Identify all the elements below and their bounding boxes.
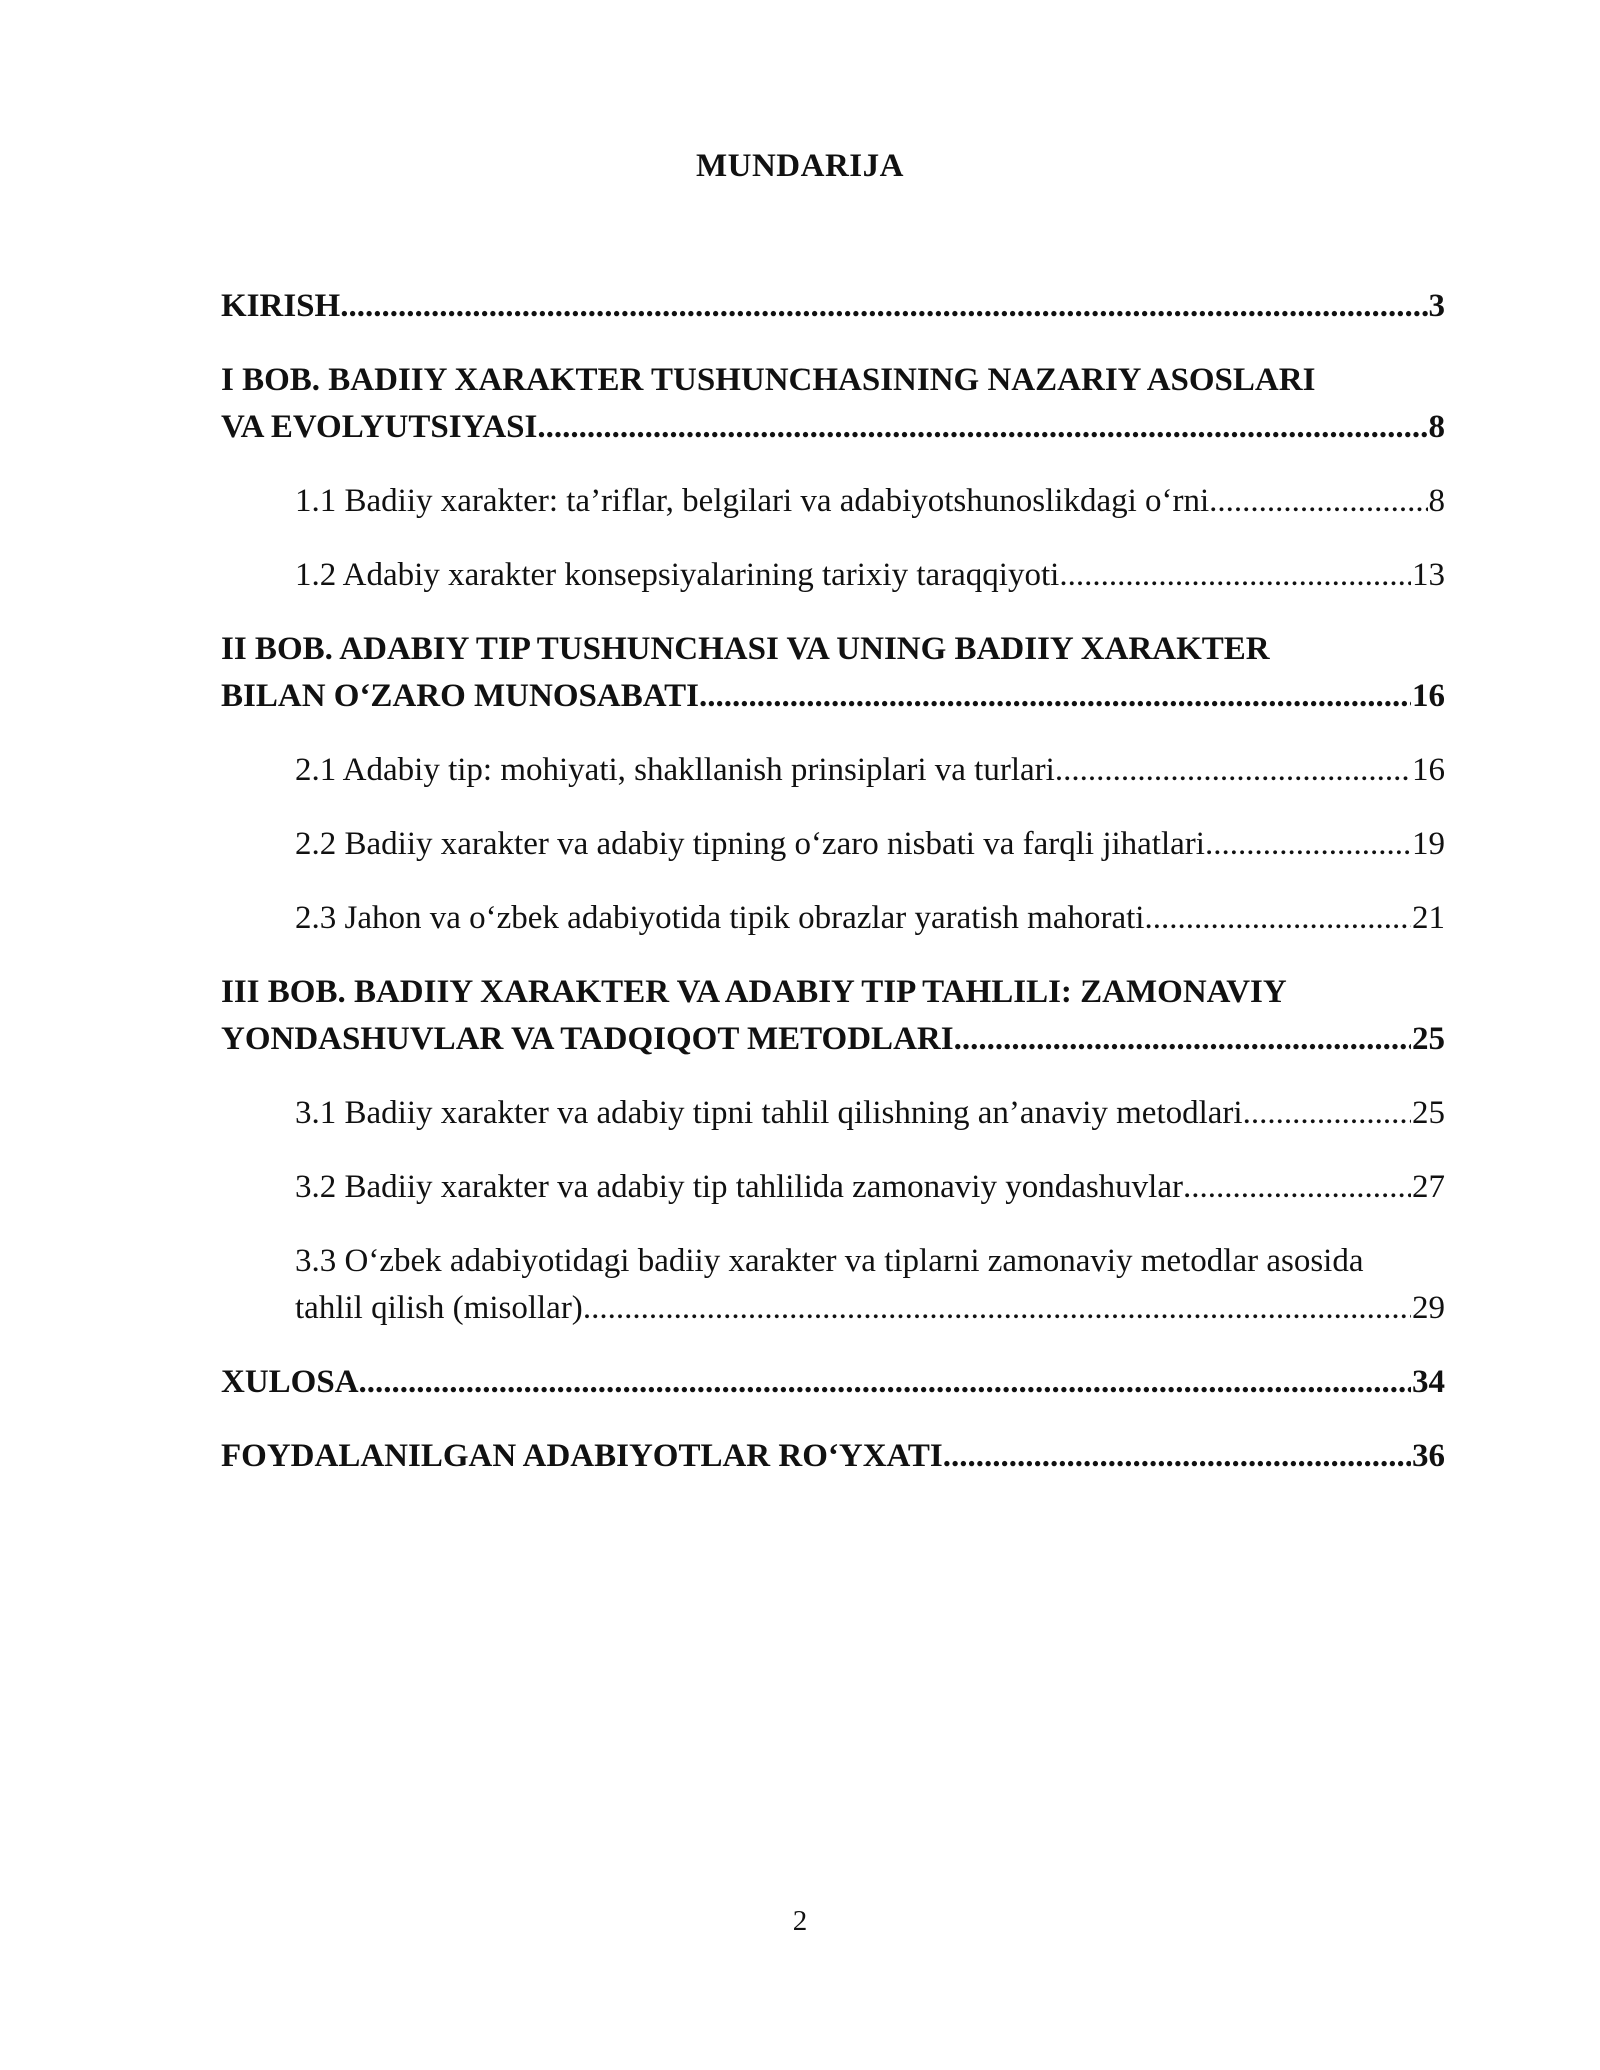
dot-leader [583,1285,1411,1332]
dot-leader [1183,1164,1411,1211]
table-of-contents [221,283,1445,1507]
dot-leader [1144,895,1411,942]
toc-entry-page: 29 [1412,1290,1445,1326]
toc-entry-title-line: I BOB. BADIIY XARAKTER TUSHUNCHASINING NAZARIY ASOSLARI [221,362,1316,398]
dot-leader [340,283,1427,330]
toc-entry-page: 34 [1412,1364,1445,1400]
dot-leader [1205,821,1411,868]
toc-entry-title: VA EVOLYUTSIYASI [221,409,538,445]
toc-entry-title: 2.1 Adabiy tip: mohiyati, shakllanish prinsiplari va turlari [295,752,1055,788]
toc-entry-title: 2.2 Badiiy xarakter va adabiy tipning o‘zaro nisbati va farqli jihatlari [295,826,1205,862]
toc-entry-page: 27 [1412,1169,1445,1205]
toc-entry-page: 8 [1428,409,1445,445]
dot-leader [943,1433,1411,1480]
dot-leader [1243,1090,1411,1137]
toc-entry-section-3-2[interactable] [295,1164,1445,1211]
toc-entry-title: 3.1 Badiiy xarakter va adabiy tipni tahlil qilishning an’anaviy metodlari [295,1095,1243,1131]
toc-entry-section-3-3[interactable] [295,1238,1445,1332]
dot-leader [1059,552,1411,599]
dot-leader [537,404,1427,451]
toc-entry-section-2-2[interactable] [295,821,1445,868]
toc-entry-title: BILAN O‘ZARO MUNOSABATI [221,678,699,714]
toc-entry-title: YONDASHUVLAR VA TADQIQOT METODLARI [221,1021,954,1057]
toc-entry-section-1-1[interactable] [295,478,1445,525]
toc-entry-page: 16 [1412,752,1445,788]
toc-entry-page: 21 [1412,900,1445,936]
toc-entry-page: 25 [1412,1095,1445,1131]
toc-entry-section-2-3[interactable] [295,895,1445,942]
toc-entry-section-2-1[interactable] [295,747,1445,794]
toc-entry-kirish[interactable] [221,283,1445,330]
toc-entry-page: 36 [1412,1438,1445,1474]
toc-entry-title: 1.1 Badiiy xarakter: ta’riflar, belgilari va adabiyotshunoslikdagi o‘rni [295,483,1210,519]
dot-leader [359,1359,1411,1406]
dot-leader [1209,478,1427,525]
toc-entry-page: 13 [1412,557,1445,593]
toc-entry-xulosa[interactable] [221,1359,1445,1406]
toc-entry-chapter-1[interactable] [221,357,1445,451]
toc-entry-page: 8 [1428,483,1445,519]
toc-entry-title-line: III BOB. BADIIY XARAKTER VA ADABIY TIP TAHLILI: ZAMONAVIY [221,974,1287,1010]
toc-entry-page: 16 [1412,678,1445,714]
dot-leader [954,1016,1411,1063]
page-number: 2 [792,1905,808,1937]
toc-entry-title-line: 3.3 O‘zbek adabiyotidagi badiiy xarakter va tiplarni zamonaviy metodlar asosida [295,1243,1364,1279]
toc-entry-title-line: II BOB. ADABIY TIP TUSHUNCHASI VA UNING BADIIY XARAKTER [221,631,1270,667]
toc-entry-page: 19 [1412,826,1445,862]
toc-entry-section-1-2[interactable] [295,552,1445,599]
toc-entry-title: XULOSA [221,1364,359,1400]
toc-entry-title: 2.3 Jahon va o‘zbek adabiyotida tipik obrazlar yaratish mahorati [295,900,1145,936]
page-title: MUNDARIJA [696,148,904,184]
toc-entry-chapter-3[interactable] [221,969,1445,1063]
toc-entry-bibliography[interactable] [221,1433,1445,1480]
dot-leader [1055,747,1411,794]
toc-entry-title: tahlil qilish (misollar) [295,1290,583,1326]
toc-entry-page: 3 [1428,288,1445,324]
toc-entry-chapter-2[interactable] [221,626,1445,720]
dot-leader [699,673,1411,720]
toc-entry-title: FOYDALANILGAN ADABIYOTLAR RO‘YXATI [221,1438,943,1474]
toc-entry-title: 1.2 Adabiy xarakter konsepsiyalarining tarixiy taraqqiyoti [295,557,1060,593]
toc-entry-title: KIRISH [221,288,341,324]
toc-entry-section-3-1[interactable] [295,1090,1445,1137]
toc-entry-page: 25 [1412,1021,1445,1057]
toc-entry-title: 3.2 Badiiy xarakter va adabiy tip tahlilida zamonaviy yondashuvlar [295,1169,1183,1205]
